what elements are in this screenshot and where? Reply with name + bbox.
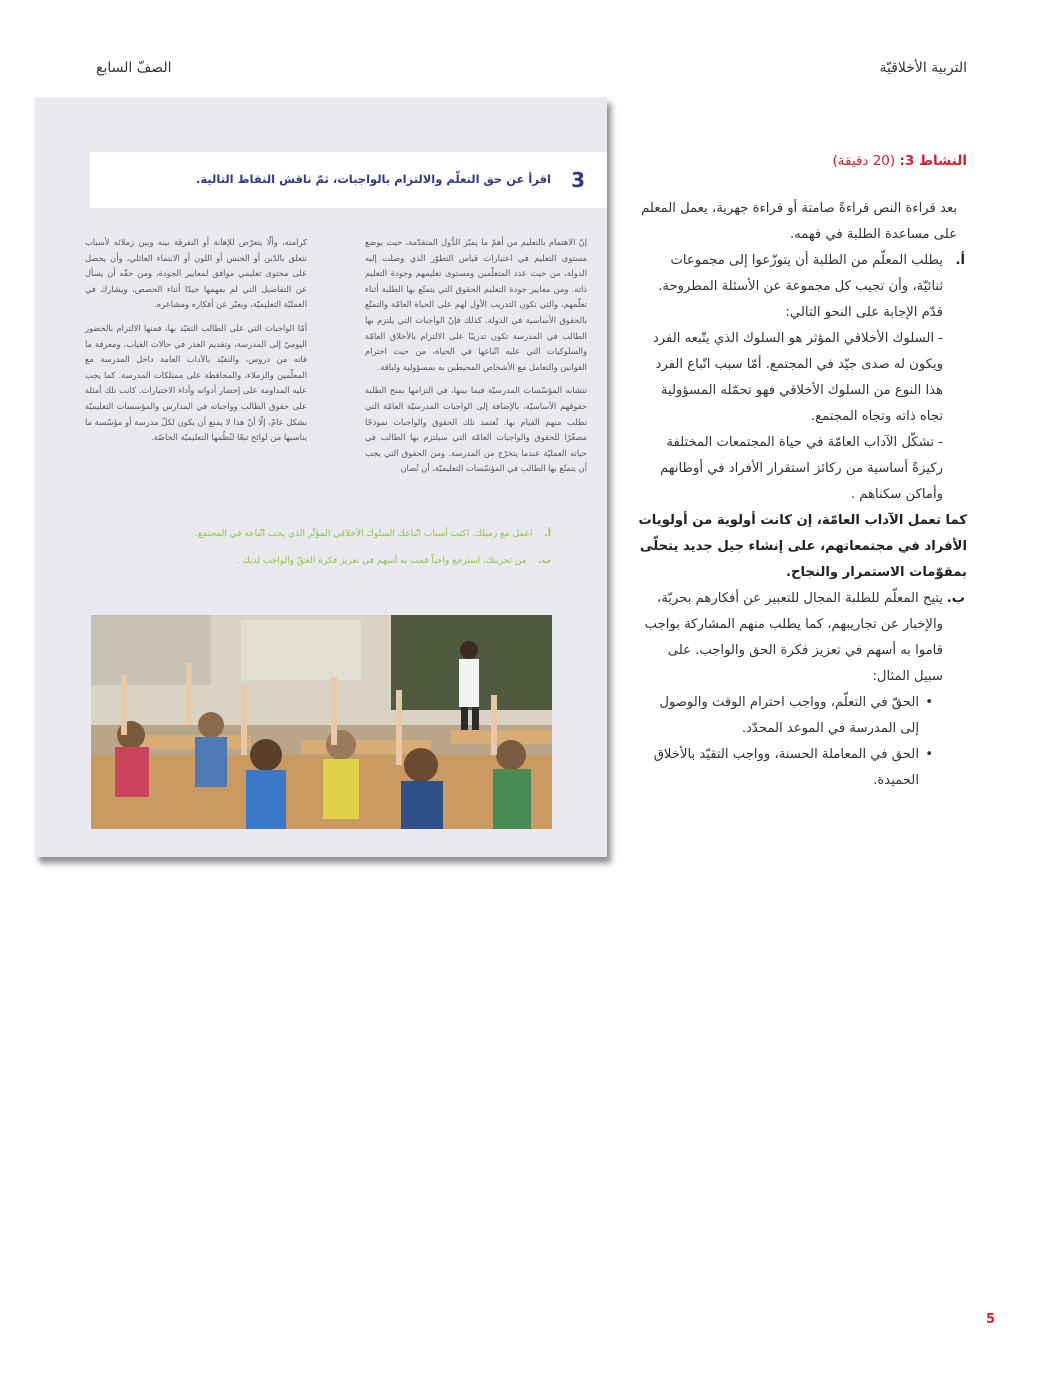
text-column-left — [85, 235, 307, 454]
task-b — [237, 556, 551, 566]
task-a-text: اعمل مع زميلك. اكتب أسباب اتّباعك السلوك الأخلاقي المؤثّر الذي يجب اتّباعه في المجتمع. — [195, 529, 533, 539]
question-number: 3 — [571, 168, 585, 192]
task-a-marker: أ. — [544, 529, 551, 539]
question-text: اقرأ عن حق التعلّم والالتزام بالواجبات، ثمّ ناقش النقاط التالية. — [195, 172, 551, 186]
task-b-marker: ب. — [538, 556, 551, 566]
book-page — [35, 97, 607, 857]
activity-time: (20 دقيقة) — [832, 153, 896, 169]
teacher-guide — [637, 148, 967, 794]
item-b-marker: ب. — [946, 591, 965, 606]
paragraph: كرامته، وألّا يتعرّض للإهانة أو التفرقة بينه وبين زملائه لأسباب تتعلق بالدّين أو الجنس أو اللون أو الانتماء العائلي، وأن يحصل على محتوى تعليمي موافق لمعايير الجودة، ومن حقّه أن يسأل عن التفاصيل التي لم يفهمها جيدًا أثناء الحصص، ويشارك في العمليّة التعليميّة، ويعبّر عن أفكاره ومشاعره. — [85, 237, 307, 310]
item-a-answer-intro: قدّم الإجابة على النحو التالي: — [785, 305, 943, 320]
list-item: • الحق في المعاملة الحسنة، وواجب التقيّد بالأخلاق الحميدة. — [637, 742, 943, 794]
list-item: • الحقّ في التعلّم، وواجب احترام الوقت والوصول إلى المدرسة في الموعد المحدّد. — [637, 690, 943, 742]
subject-title: التربية الأخلاقيّة — [879, 60, 967, 76]
item-b-text: يتيح المعلّم للطلبة المجال للتعبير عن أفكارهم بحريّة، والإخبار عن تجاريبهم، كما يطلب منهم المشاركة بواجب قاموا به أسهم في تعزيز فكرة الحق والواجب. على سبيل المثال: — [644, 591, 943, 684]
task-b-text: من تجربتك، استرجع واجباً قمت به أسهم في تعزيز فكرة الحقّ والواجب لديك . — [236, 556, 527, 566]
item-a-text: يطلب المعلّم من الطلبة أن يتوزّعوا إلى مجموعات ثنائيّة، وأن تجيب كل مجموعة عن الأسئلة المطروحة. — [658, 253, 943, 294]
classroom-photo — [91, 615, 552, 829]
answer-dash-2: - تشكّل الآداب العامّة في حياة المجتمعات المختلفة ركيزةً أساسية من ركائز استقرار الأفراد في أوطانهم وأماكن سكناهم . — [659, 435, 943, 502]
question-bar — [90, 152, 607, 208]
activity-label: النشاط 3: — [899, 153, 967, 169]
page-number: 5 — [986, 1312, 996, 1327]
item-b — [637, 586, 967, 794]
text-column-right — [365, 235, 587, 485]
example-list — [637, 690, 943, 794]
activity-title — [637, 148, 967, 174]
item-a — [637, 248, 967, 508]
task-a — [195, 529, 551, 539]
item-a-marker: أ. — [955, 253, 965, 268]
answer-dash-1: - السلوك الأخلاقي المؤثر هو السلوك الذي يتّبعه الفرد ويكون له صدى جيّد في المجتمع. أمّا سبب اتّباع الفرد هذا النوع من السلوك الأخلاقي فهو تحمّله المسؤولية تجاه ذاته وتجاه المجتمع. — [652, 331, 943, 424]
paragraph: تتشابه المؤسّسات المدرسيّة فيما بينها، في التزامها بمنح الطلبة حقوقهم الأساسيّة، بالإضافة إلى الواجبات المدرسيّة العامّة التي تطلب منهم القيام بها. تُعتمد تلك الحقوق والواجبات نموذجًا مصغّرًا للحقوق والواجبات العامّة التي سيلتزم بها الطالب في حياته العمليّة عندما يتخرّج من المدرسة. ومن الحقوق التي يجب أن يتمتّع بها الطالب في المؤسّسات التعليميّة، أن تُصان — [365, 385, 587, 474]
paragraph: أمّا الواجبات التي على الطالب التقيّد بها، فمنها الالتزام بالحضور اليوميّ إلى المدرسة، وتقديم العذر في حالات الغياب، ومعرفة ما فاته من دروس، والتقيّد بالآداب العامة داخل المدرسة مع المعلّمين والزملاء، والمحافظة على ممتلكات المدرسة. كما يجب عليه المداومة على إحضار أدواته وأداء الاختبارات. كانت تلك أمثلة على حقوق الطالب وواجباته في المدارس والمؤسسات التعليميّة بشكل عامّ، إلّا أنّ هذا لا يمنع أن يكون لكلّ مدرسة أو مؤسّسة ما يناسبها من لوائح تبعًا لنُظُمها التعليميّة الخاصّة. — [85, 322, 307, 443]
paragraph: إنّ الاهتمام بالتعليم من أهمّ ما يميّز الدُّول المتقدّمة، حيث يوضع مستوى التعليم في اعتبارات قياس التطوّر الذي وصلت إليه الدولة، من حيث عدد المتعلّمين ومستوى تعليمهم وجودة التعليم ذاته. ومن معايير جودة التعليم الحقوق التي يتمتّع بها الطلبة أثناء تعلّمهم، والتي تكون التدريب الأول لهم على الحياة العامّة والتمتّع بالحقوق الأساسية في الدولة. كذلك فإنّ الواجبات التي يلتزم بها الطالب في المدرسة تكون تدريبًا على الالتزام بالأخلاق العامّة والسلوكيات التي عليه اتّباعها في الحياة، من حيث احترام القوانين والتعامل مع الأشخاص المحيطين به بمسؤولية ولباقة. — [365, 237, 587, 372]
intro-paragraph: بعد قراءة النص قراءةً صامتة أو قراءة جهرية، يعمل المعلم على مساعدة الطلبة في فهمه. — [641, 201, 957, 242]
bold-paragraph: كما تعمل الآداب العامّة، إن كانت أولوية من أولويات الأفراد في مجتمعاتهم، على إنشاء جيل جديد يتحلّى بمقوّمات الاستمرار والنجاح. — [638, 513, 967, 580]
grade-title: الصفّ السابع — [96, 60, 172, 76]
